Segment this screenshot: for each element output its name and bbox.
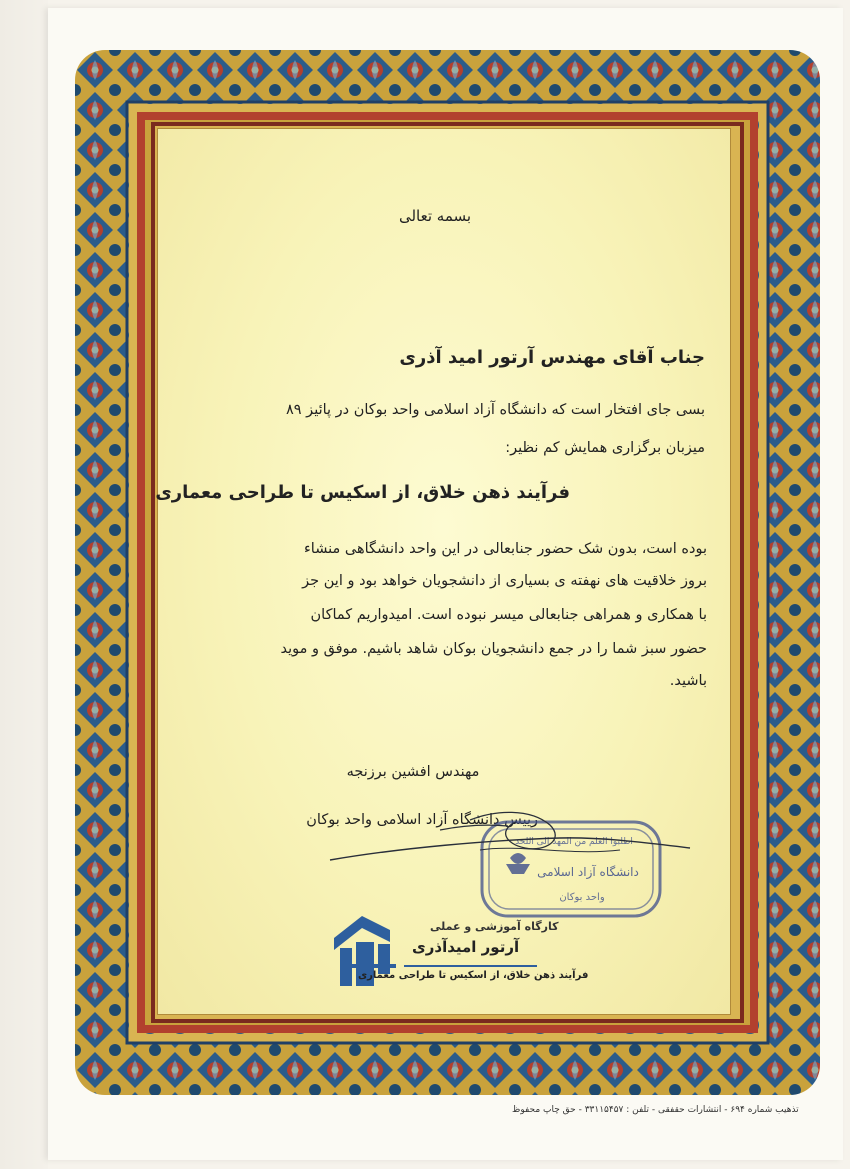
body-line: بوده است، بدون شک حضور جنابعالی در این واحد دانشگاهی منشاء — [303, 541, 707, 557]
stamp-line-2: واحد بوکان — [559, 892, 605, 903]
scan-edge — [0, 0, 48, 1169]
body-line: با همکاری و همراهی جنابعالی میسر نبوده است. امیدواریم کماکان — [310, 607, 707, 623]
logo-subtitle: کارگاه آموزشی و عملی — [430, 920, 559, 933]
stamp-top-text: اطلبوا العلم من المهد الى اللحد — [515, 837, 633, 847]
logo-name: آرتور امیدآذری — [412, 938, 520, 956]
event-title: فرآیند ذهن خلاق، از اسکیس تا طراحی معماری — [155, 482, 570, 503]
intro-line: بسی جای افتخار است که دانشگاه آزاد اسلامی واحد بوکان در پائیز ۸۹ — [286, 402, 705, 418]
print-footer: تذهیب شماره ۶۹۴ - انتشارات حقفقی - تلفن : ۳۳۱۱۵۴۵۷ - حق چاپ محفوظ — [512, 1105, 799, 1115]
signer-name: مهندس افشین برزنجه — [346, 764, 480, 780]
basmala-heading: بسمه تعالی — [398, 207, 472, 225]
signer-role: رییس دانشگاه آزاد اسلامی واحد بوکان — [306, 812, 538, 828]
recipient-name: جناب آقای مهندس آرتور امید آذری — [399, 347, 705, 368]
body-line: بروز خلاقیت های نهفته ی بسیاری از دانشجویان خواهد بود و این جز — [302, 573, 707, 589]
body-line: حضور سبز شما را در جمع دانشجویان بوکان شاهد باشیم. موفق و موید — [280, 641, 707, 657]
logo-tagline: فرآیند ذهن خلاق، از اسکیس تا طراحی معماری — [358, 970, 589, 981]
body-line: باشید. — [669, 673, 707, 689]
signature — [306, 790, 700, 900]
intro-line: میزبان برگزاری همایش کم نظیر: — [505, 440, 705, 456]
stamp-line-1: دانشگاه آزاد اسلامی — [537, 865, 639, 879]
